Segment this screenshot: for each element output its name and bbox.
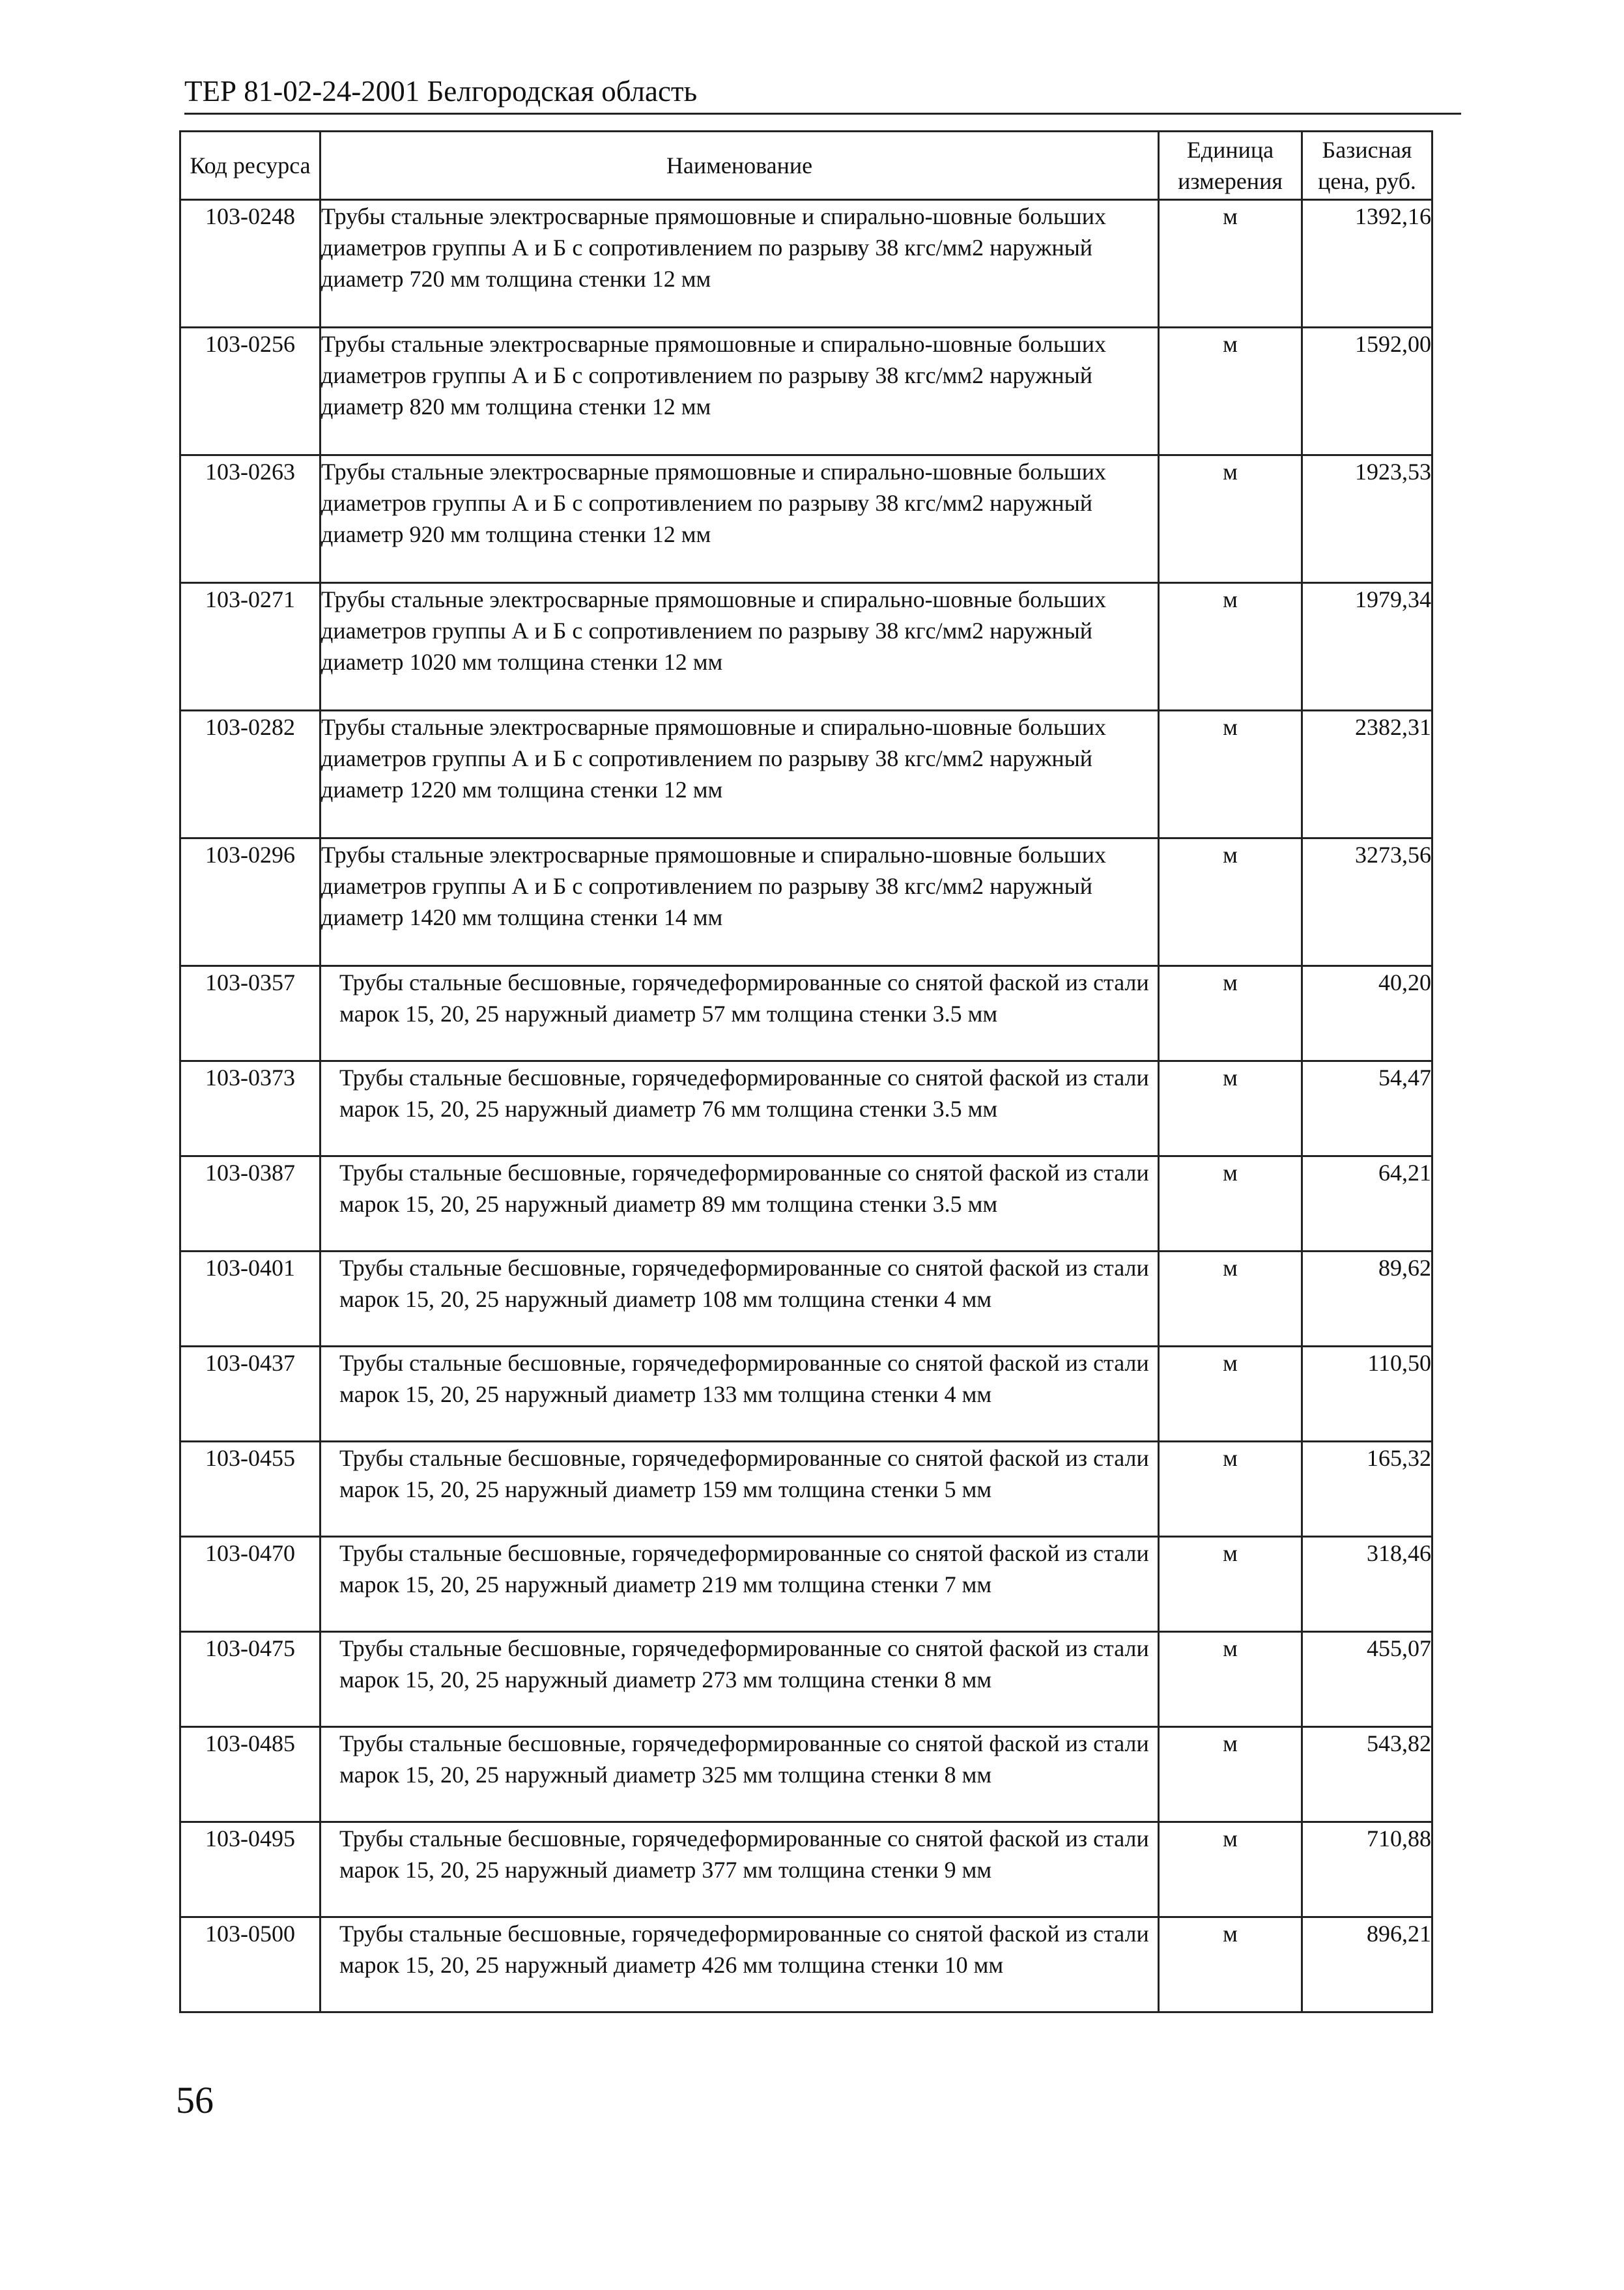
resource-name: Трубы стальные электросварные прямошовные и спирально-шовные больших диаметров группы А и Б с сопротивлением по разрыву 38 кгс/мм2 наружный диаметр 1020 мм толщина стенки 12 мм xyxy=(321,583,1159,711)
resource-code: 103-0282 xyxy=(180,711,321,838)
resource-code: 103-0373 xyxy=(180,1061,321,1156)
resource-name: Трубы стальные электросварные прямошовные и спирально-шовные больших диаметров группы А и Б с сопротивлением по разрыву 38 кгс/мм2 наружный диаметр 820 мм толщина стенки 12 мм xyxy=(321,328,1159,455)
unit-of-measure: м xyxy=(1159,1822,1302,1917)
column-header-code: Код ресурса xyxy=(180,132,321,200)
table-header-row xyxy=(180,132,1432,200)
column-header-name: Наименование xyxy=(321,132,1159,200)
base-price: 1923,53 xyxy=(1302,455,1432,583)
base-price: 543,82 xyxy=(1302,1727,1432,1822)
resource-name: Трубы стальные электросварные прямошовные и спирально-шовные больших диаметров группы А и Б с сопротивлением по разрыву 38 кгс/мм2 наружный диаметр 1420 мм толщина стенки 14 мм xyxy=(321,838,1159,966)
table-row xyxy=(180,200,1432,328)
table-row xyxy=(180,1917,1432,2012)
table-row xyxy=(180,1156,1432,1252)
base-price: 3273,56 xyxy=(1302,838,1432,966)
unit-of-measure: м xyxy=(1159,1727,1302,1822)
unit-of-measure: м xyxy=(1159,328,1302,455)
resource-name: Трубы стальные электросварные прямошовные и спирально-шовные больших диаметров группы А и Б с сопротивлением по разрыву 38 кгс/мм2 наружный диаметр 720 мм толщина стенки 12 мм xyxy=(321,200,1159,328)
page-header xyxy=(184,77,1461,115)
table-row xyxy=(180,838,1432,966)
base-price: 1592,00 xyxy=(1302,328,1432,455)
page-number: 56 xyxy=(176,2079,214,2121)
base-price: 1392,16 xyxy=(1302,200,1432,328)
base-price: 2382,31 xyxy=(1302,711,1432,838)
unit-of-measure: м xyxy=(1159,1632,1302,1727)
base-price: 455,07 xyxy=(1302,1632,1432,1727)
table-row xyxy=(180,1727,1432,1822)
resource-name: Трубы стальные бесшовные, горячедеформированные со снятой фаской из стали марок 15, 20, 25 наружный диаметр 108 мм толщина стенки 4 мм xyxy=(321,1252,1159,1347)
resource-name: Трубы стальные бесшовные, горячедеформированные со снятой фаской из стали марок 15, 20, 25 наружный диаметр 377 мм толщина стенки 9 мм xyxy=(321,1822,1159,1917)
base-price: 318,46 xyxy=(1302,1537,1432,1632)
base-price: 1979,34 xyxy=(1302,583,1432,711)
unit-of-measure: м xyxy=(1159,1442,1302,1537)
table-row xyxy=(180,966,1432,1061)
resource-code: 103-0470 xyxy=(180,1537,321,1632)
unit-of-measure: м xyxy=(1159,711,1302,838)
base-price: 40,20 xyxy=(1302,966,1432,1061)
document-title: ТЕР 81-02-24-2001 Белгородская область xyxy=(184,75,698,107)
table-row xyxy=(180,1632,1432,1727)
base-price: 165,32 xyxy=(1302,1442,1432,1537)
base-price: 54,47 xyxy=(1302,1061,1432,1156)
resource-code: 103-0256 xyxy=(180,328,321,455)
resource-name: Трубы стальные электросварные прямошовные и спирально-шовные больших диаметров группы А и Б с сопротивлением по разрыву 38 кгс/мм2 наружный диаметр 1220 мм толщина стенки 12 мм xyxy=(321,711,1159,838)
base-price: 710,88 xyxy=(1302,1822,1432,1917)
resource-code: 103-0271 xyxy=(180,583,321,711)
resource-code: 103-0387 xyxy=(180,1156,321,1252)
resource-name: Трубы стальные бесшовные, горячедеформированные со снятой фаской из стали марок 15, 20, 25 наружный диаметр 57 мм толщина стенки 3.5 мм xyxy=(321,966,1159,1061)
unit-of-measure: м xyxy=(1159,1917,1302,2012)
column-header-unit: Единица измерения xyxy=(1159,132,1302,200)
unit-of-measure: м xyxy=(1159,455,1302,583)
resource-name: Трубы стальные бесшовные, горячедеформированные со снятой фаской из стали марок 15, 20, 25 наружный диаметр 89 мм толщина стенки 3.5 мм xyxy=(321,1156,1159,1252)
table-row xyxy=(180,455,1432,583)
table-row xyxy=(180,1252,1432,1347)
resource-code: 103-0455 xyxy=(180,1442,321,1537)
resource-code: 103-0485 xyxy=(180,1727,321,1822)
table-row xyxy=(180,1347,1432,1442)
unit-of-measure: м xyxy=(1159,1347,1302,1442)
table-row xyxy=(180,1442,1432,1537)
unit-of-measure: м xyxy=(1159,1252,1302,1347)
unit-of-measure: м xyxy=(1159,1537,1302,1632)
unit-of-measure: м xyxy=(1159,200,1302,328)
resource-code: 103-0263 xyxy=(180,455,321,583)
resource-code: 103-0495 xyxy=(180,1822,321,1917)
base-price: 110,50 xyxy=(1302,1347,1432,1442)
resource-price-table xyxy=(179,130,1433,2013)
resource-code: 103-0500 xyxy=(180,1917,321,2012)
resource-name: Трубы стальные бесшовные, горячедеформированные со снятой фаской из стали марок 15, 20, 25 наружный диаметр 76 мм толщина стенки 3.5 мм xyxy=(321,1061,1159,1156)
resource-code: 103-0248 xyxy=(180,200,321,328)
base-price: 896,21 xyxy=(1302,1917,1432,2012)
unit-of-measure: м xyxy=(1159,1061,1302,1156)
table-row xyxy=(180,583,1432,711)
resource-code: 103-0357 xyxy=(180,966,321,1061)
column-header-price: Базисная цена, руб. xyxy=(1302,132,1432,200)
resource-code: 103-0401 xyxy=(180,1252,321,1347)
table-row xyxy=(180,1537,1432,1632)
resource-name: Трубы стальные бесшовные, горячедеформированные со снятой фаской из стали марок 15, 20, 25 наружный диаметр 426 мм толщина стенки 10 мм xyxy=(321,1917,1159,2012)
unit-of-measure: м xyxy=(1159,838,1302,966)
table-row xyxy=(180,1061,1432,1156)
base-price: 89,62 xyxy=(1302,1252,1432,1347)
resource-code: 103-0296 xyxy=(180,838,321,966)
unit-of-measure: м xyxy=(1159,1156,1302,1252)
resource-name: Трубы стальные бесшовные, горячедеформированные со снятой фаской из стали марок 15, 20, 25 наружный диаметр 159 мм толщина стенки 5 мм xyxy=(321,1442,1159,1537)
unit-of-measure: м xyxy=(1159,966,1302,1061)
resource-name: Трубы стальные электросварные прямошовные и спирально-шовные больших диаметров группы А и Б с сопротивлением по разрыву 38 кгс/мм2 наружный диаметр 920 мм толщина стенки 12 мм xyxy=(321,455,1159,583)
unit-of-measure: м xyxy=(1159,583,1302,711)
resource-name: Трубы стальные бесшовные, горячедеформированные со снятой фаской из стали марок 15, 20, 25 наружный диаметр 325 мм толщина стенки 8 мм xyxy=(321,1727,1159,1822)
resource-name: Трубы стальные бесшовные, горячедеформированные со снятой фаской из стали марок 15, 20, 25 наружный диаметр 133 мм толщина стенки 4 мм xyxy=(321,1347,1159,1442)
table-row xyxy=(180,1822,1432,1917)
resource-code: 103-0437 xyxy=(180,1347,321,1442)
resource-name: Трубы стальные бесшовные, горячедеформированные со снятой фаской из стали марок 15, 20, 25 наружный диаметр 219 мм толщина стенки 7 мм xyxy=(321,1537,1159,1632)
table-row xyxy=(180,711,1432,838)
base-price: 64,21 xyxy=(1302,1156,1432,1252)
resource-code: 103-0475 xyxy=(180,1632,321,1727)
table-row xyxy=(180,328,1432,455)
resource-name: Трубы стальные бесшовные, горячедеформированные со снятой фаской из стали марок 15, 20, 25 наружный диаметр 273 мм толщина стенки 8 мм xyxy=(321,1632,1159,1727)
